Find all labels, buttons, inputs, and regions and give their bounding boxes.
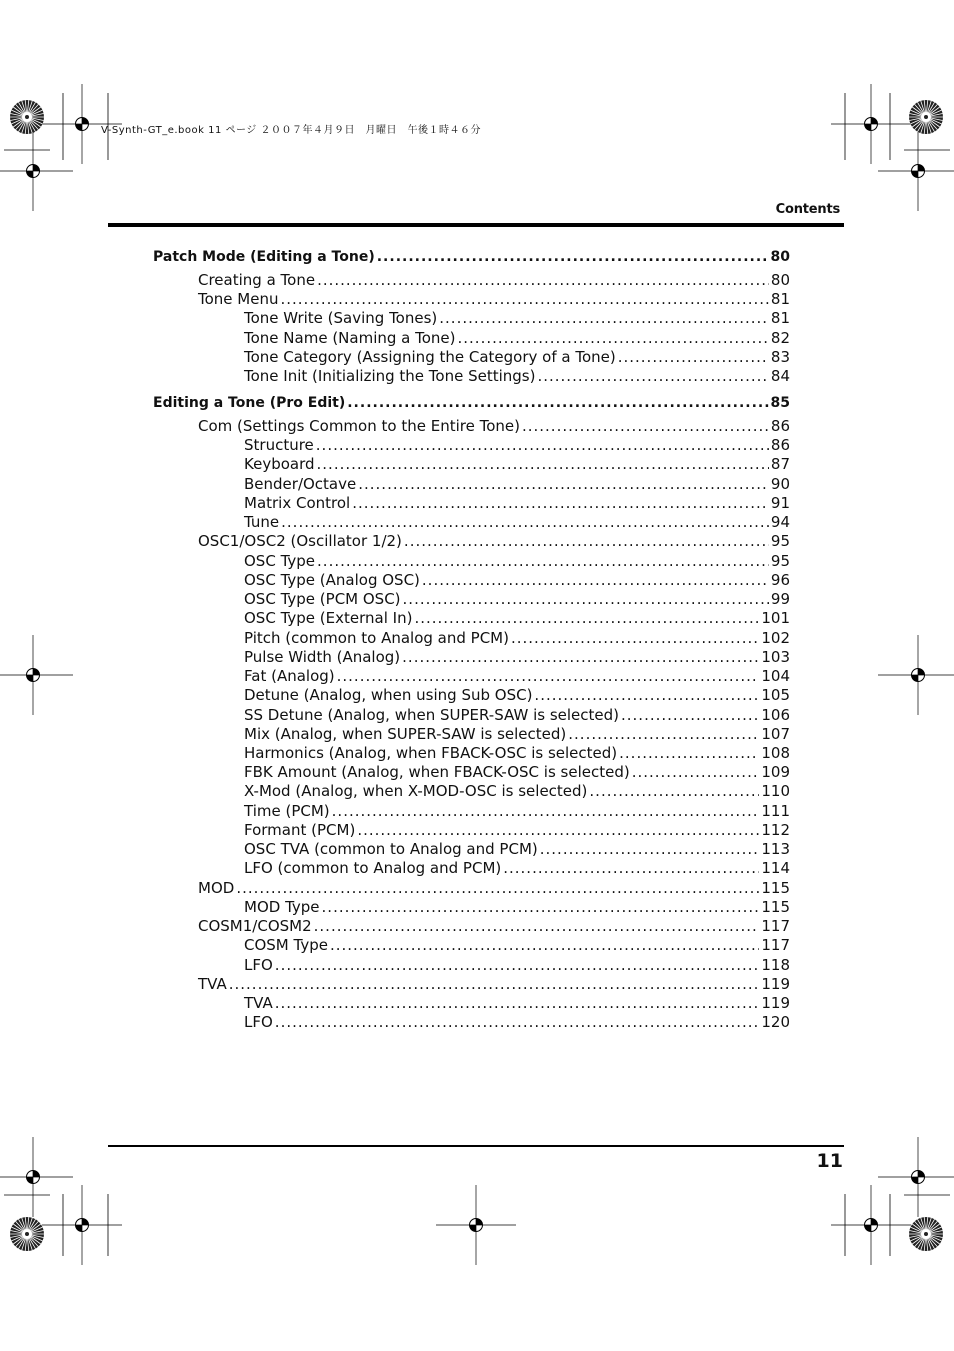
toc-entry-title: TVA	[244, 994, 273, 1012]
toc-entry-title: Tone Category (Assigning the Category of a Tone)	[244, 348, 616, 366]
toc-entry-page: 117	[761, 936, 790, 954]
toc-entry-page: 87	[770, 455, 790, 473]
toc-entry-title: OSC Type (PCM OSC)	[244, 590, 401, 608]
toc-entry-title: Pulse Width (Analog)	[244, 648, 401, 666]
toc-entry-title: COSM1/COSM2	[198, 917, 312, 935]
toc-entry-page: 114	[761, 859, 790, 877]
toc-entry-page: 86	[770, 417, 790, 435]
toc-entry-page: 115	[761, 898, 790, 916]
toc-entry-page: 119	[761, 994, 790, 1012]
toc-entry-title: TVA	[198, 975, 227, 993]
toc-entry-page: 118	[761, 956, 790, 974]
toc-entry-title: Tone Name (Naming a Tone)	[244, 329, 456, 347]
toc-entry-page: 103	[761, 648, 790, 666]
toc-entry-page: 102	[761, 629, 790, 647]
toc-entry-page: 96	[770, 571, 790, 589]
toc-entry-page: 94	[770, 513, 790, 531]
toc-entry-title: SS Detune (Analog, when SUPER-SAW is selected)	[244, 706, 619, 724]
toc-entry-page: 120	[761, 1013, 790, 1031]
toc-entry-title: Patch Mode (Editing a Tone)	[153, 249, 375, 265]
toc-entry-title: FBK Amount (Analog, when FBACK-OSC is selected)	[244, 763, 630, 781]
toc-entry-title: MOD Type	[244, 898, 320, 916]
toc-entry-title: LFO	[244, 956, 273, 974]
page-number: 11	[816, 1150, 843, 1172]
toc-entry-title: Formant (PCM)	[244, 821, 356, 839]
section-title: Contents	[775, 202, 840, 217]
toc-entry-title: Structure	[244, 436, 314, 454]
toc-entry-page: 90	[770, 475, 790, 493]
toc-entry-title: LFO (common to Analog and PCM)	[244, 859, 502, 877]
toc-entry-title: Matrix Control	[244, 494, 351, 512]
toc-entry-title: LFO	[244, 1013, 273, 1031]
toc-entry-page: 106	[761, 706, 790, 724]
toc-entry-page: 104	[761, 667, 790, 685]
toc-entry-page: 101	[761, 609, 790, 627]
toc-entry-title: Bender/Octave	[244, 475, 357, 493]
toc-entry-title: COSM Type	[244, 936, 328, 954]
toc-entry-title: Detune (Analog, when using Sub OSC)	[244, 686, 533, 704]
toc-entry-page: 85	[770, 395, 790, 411]
toc-entry-title: Harmonics (Analog, when FBACK-OSC is selected)	[244, 744, 618, 762]
toc-entry-page: 113	[761, 840, 790, 858]
toc-entry-page: 83	[770, 348, 790, 366]
toc-entry-title: Tone Menu	[198, 290, 279, 308]
toc-entry-page: 95	[770, 552, 790, 570]
toc-entry-page: 119	[761, 975, 790, 993]
toc-entry-title: OSC1/OSC2 (Oscillator 1/2)	[198, 532, 402, 550]
toc-entry-title: Time (PCM)	[244, 802, 330, 820]
toc-entry-page: 84	[770, 367, 790, 385]
toc-entry-page: 105	[761, 686, 790, 704]
toc-entry-page: 80	[770, 249, 790, 265]
toc-entry-page: 91	[770, 494, 790, 512]
toc-entry-title: OSC Type (External In)	[244, 609, 413, 627]
toc-entry-page: 110	[761, 782, 790, 800]
toc-entry-title: Pitch (common to Analog and PCM)	[244, 629, 509, 647]
toc-entry-title: Mix (Analog, when SUPER-SAW is selected)	[244, 725, 567, 743]
toc-entry-title: Tone Init (Initializing the Tone Settings)	[244, 367, 536, 385]
toc-entry-title: OSC TVA (common to Analog and PCM)	[244, 840, 538, 858]
toc-entry-page: 86	[770, 436, 790, 454]
toc-entry-page: 81	[770, 290, 790, 308]
toc-entry-page: 108	[761, 744, 790, 762]
toc-entry-title: OSC Type (Analog OSC)	[244, 571, 420, 589]
toc-entry-page: 111	[761, 802, 790, 820]
toc-entry-title: Creating a Tone	[198, 271, 316, 289]
toc-entry-page: 109	[761, 763, 790, 781]
print-header: V-Synth-GT_e.book 11 ページ ２００７年４月９日 月曜日 午後１時４６分	[101, 125, 481, 136]
toc-entry-title: MOD	[198, 879, 235, 897]
toc-entry-title: Fat (Analog)	[244, 667, 335, 685]
toc-entry-page: 112	[761, 821, 790, 839]
toc-entry-title: X-Mod (Analog, when X-MOD-OSC is selected)	[244, 782, 588, 800]
toc-entry-title: Keyboard	[244, 455, 315, 473]
toc-entry-page: 82	[770, 329, 790, 347]
toc-entry-title: Editing a Tone (Pro Edit)	[153, 395, 346, 411]
toc-entry-page: 80	[770, 271, 790, 289]
toc-entry-title: Tune	[244, 513, 280, 531]
toc-entry-page: 95	[770, 532, 790, 550]
toc-entry-page: 115	[761, 879, 790, 897]
toc-entry-title: Tone Write (Saving Tones)	[244, 309, 438, 327]
toc-entry-title: OSC Type	[244, 552, 316, 570]
toc-entry-page: 99	[770, 590, 790, 608]
toc-entry-page: 107	[761, 725, 790, 743]
toc-entry-title: Com (Settings Common to the Entire Tone)	[198, 417, 520, 435]
toc-entry-page: 117	[761, 917, 790, 935]
toc-entry-page: 81	[770, 309, 790, 327]
